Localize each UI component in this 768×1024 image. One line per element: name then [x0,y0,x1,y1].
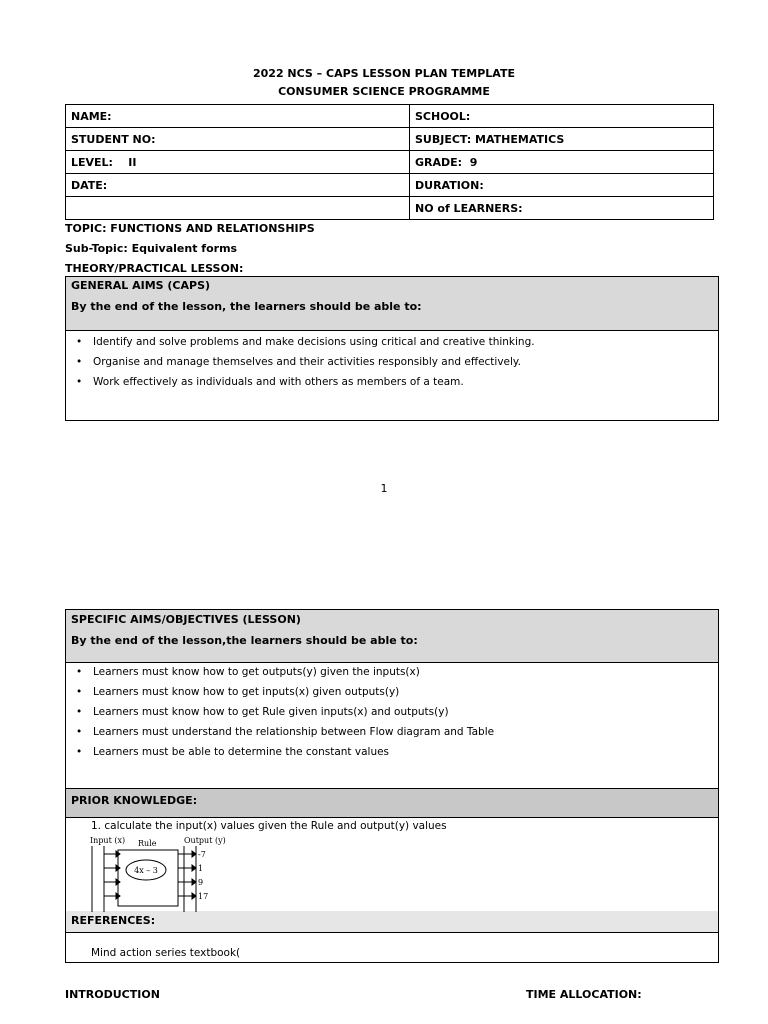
school-cell: SCHOOL: [410,105,714,128]
flow-diagram [88,834,228,912]
table-row [66,105,714,128]
grade-cell: GRADE: 9 [410,151,714,174]
list-item: • Identify and solve problems and make decisions using critical and creative thinking. [66,334,718,354]
specific-aims-header [66,610,718,663]
list-item: • Learners must know how to get inputs(x) given outputs(y) [66,684,718,704]
list-item: • Learners must know how to get outputs(y) given the inputs(x) [66,664,718,684]
document-title: 2022 NCS – CAPS LESSON PLAN TEMPLATE [252,67,515,80]
flow-output-value: -7 [198,850,206,859]
name-cell: NAME: [66,105,410,128]
lesson-type-label: THEORY/PRACTICAL LESSON: [65,262,244,275]
time-allocation-label: TIME ALLOCATION: [526,988,642,1001]
list-item: • Learners must know how to get Rule given inputs(x) and outputs(y) [66,704,718,724]
specific-aims-intro: By the end of the lesson,the learners should be able to: [71,634,418,647]
page-number: 1 [380,482,388,495]
sub-topic-label: Sub-Topic: Equivalent forms [65,242,238,255]
flow-input-label: Input (x) [90,836,126,845]
references-header: REFERENCES: [66,911,718,933]
date-cell: DATE: [66,174,410,197]
flow-rule-expression: 4x – 3 [134,866,158,875]
list-item: • Organise and manage themselves and their activities responsibly and effectively. [66,354,718,374]
references-text: Mind action series textbook( [91,947,241,959]
list-item: • Learners must be able to determine the constant values [66,744,718,764]
prior-knowledge-body [66,818,718,911]
flow-output-value: 9 [198,878,204,887]
empty-cell [66,197,410,220]
info-table [65,104,714,220]
document-subtitle: CONSUMER SCIENCE PROGRAMME [278,85,490,98]
specific-aims-title: SPECIFIC AIMS/OBJECTIVES (LESSON) [71,613,301,626]
introduction-label: INTRODUCTION [65,988,160,1001]
table-row [66,128,714,151]
student-no-cell: STUDENT NO: [66,128,410,151]
flow-output-label: Output (y) [184,836,226,845]
learners-count-cell: NO of LEARNERS: [410,197,714,220]
general-aims-box [65,276,719,421]
level-cell: LEVEL: II [66,151,410,174]
table-row [66,197,714,220]
flow-rule-label: Rule [138,839,157,848]
topic-label: TOPIC: FUNCTIONS AND RELATIONSHIPS [65,222,315,235]
general-aims-intro: By the end of the lesson, the learners should be able to: [71,300,422,313]
prior-knowledge-item: 1. calculate the input(x) values given the Rule and output(y) values [91,820,447,832]
list-item: • Learners must understand the relationship between Flow diagram and Table [66,724,718,744]
subject-cell: SUBJECT: MATHEMATICS [410,128,714,151]
duration-cell: DURATION: [410,174,714,197]
general-aims-list [66,331,718,394]
prior-knowledge-header: PRIOR KNOWLEDGE: [66,789,718,818]
specific-aims-box [65,609,719,963]
specific-aims-list [66,663,718,789]
table-row [66,151,714,174]
table-row [66,174,714,197]
general-aims-header [66,277,718,331]
references-body [66,933,718,963]
flow-output-value: 1 [198,864,204,873]
flow-output-value: 17 [198,892,209,901]
general-aims-title: GENERAL AIMS (CAPS) [71,279,211,292]
list-item: • Work effectively as individuals and with others as members of a team. [66,374,718,394]
